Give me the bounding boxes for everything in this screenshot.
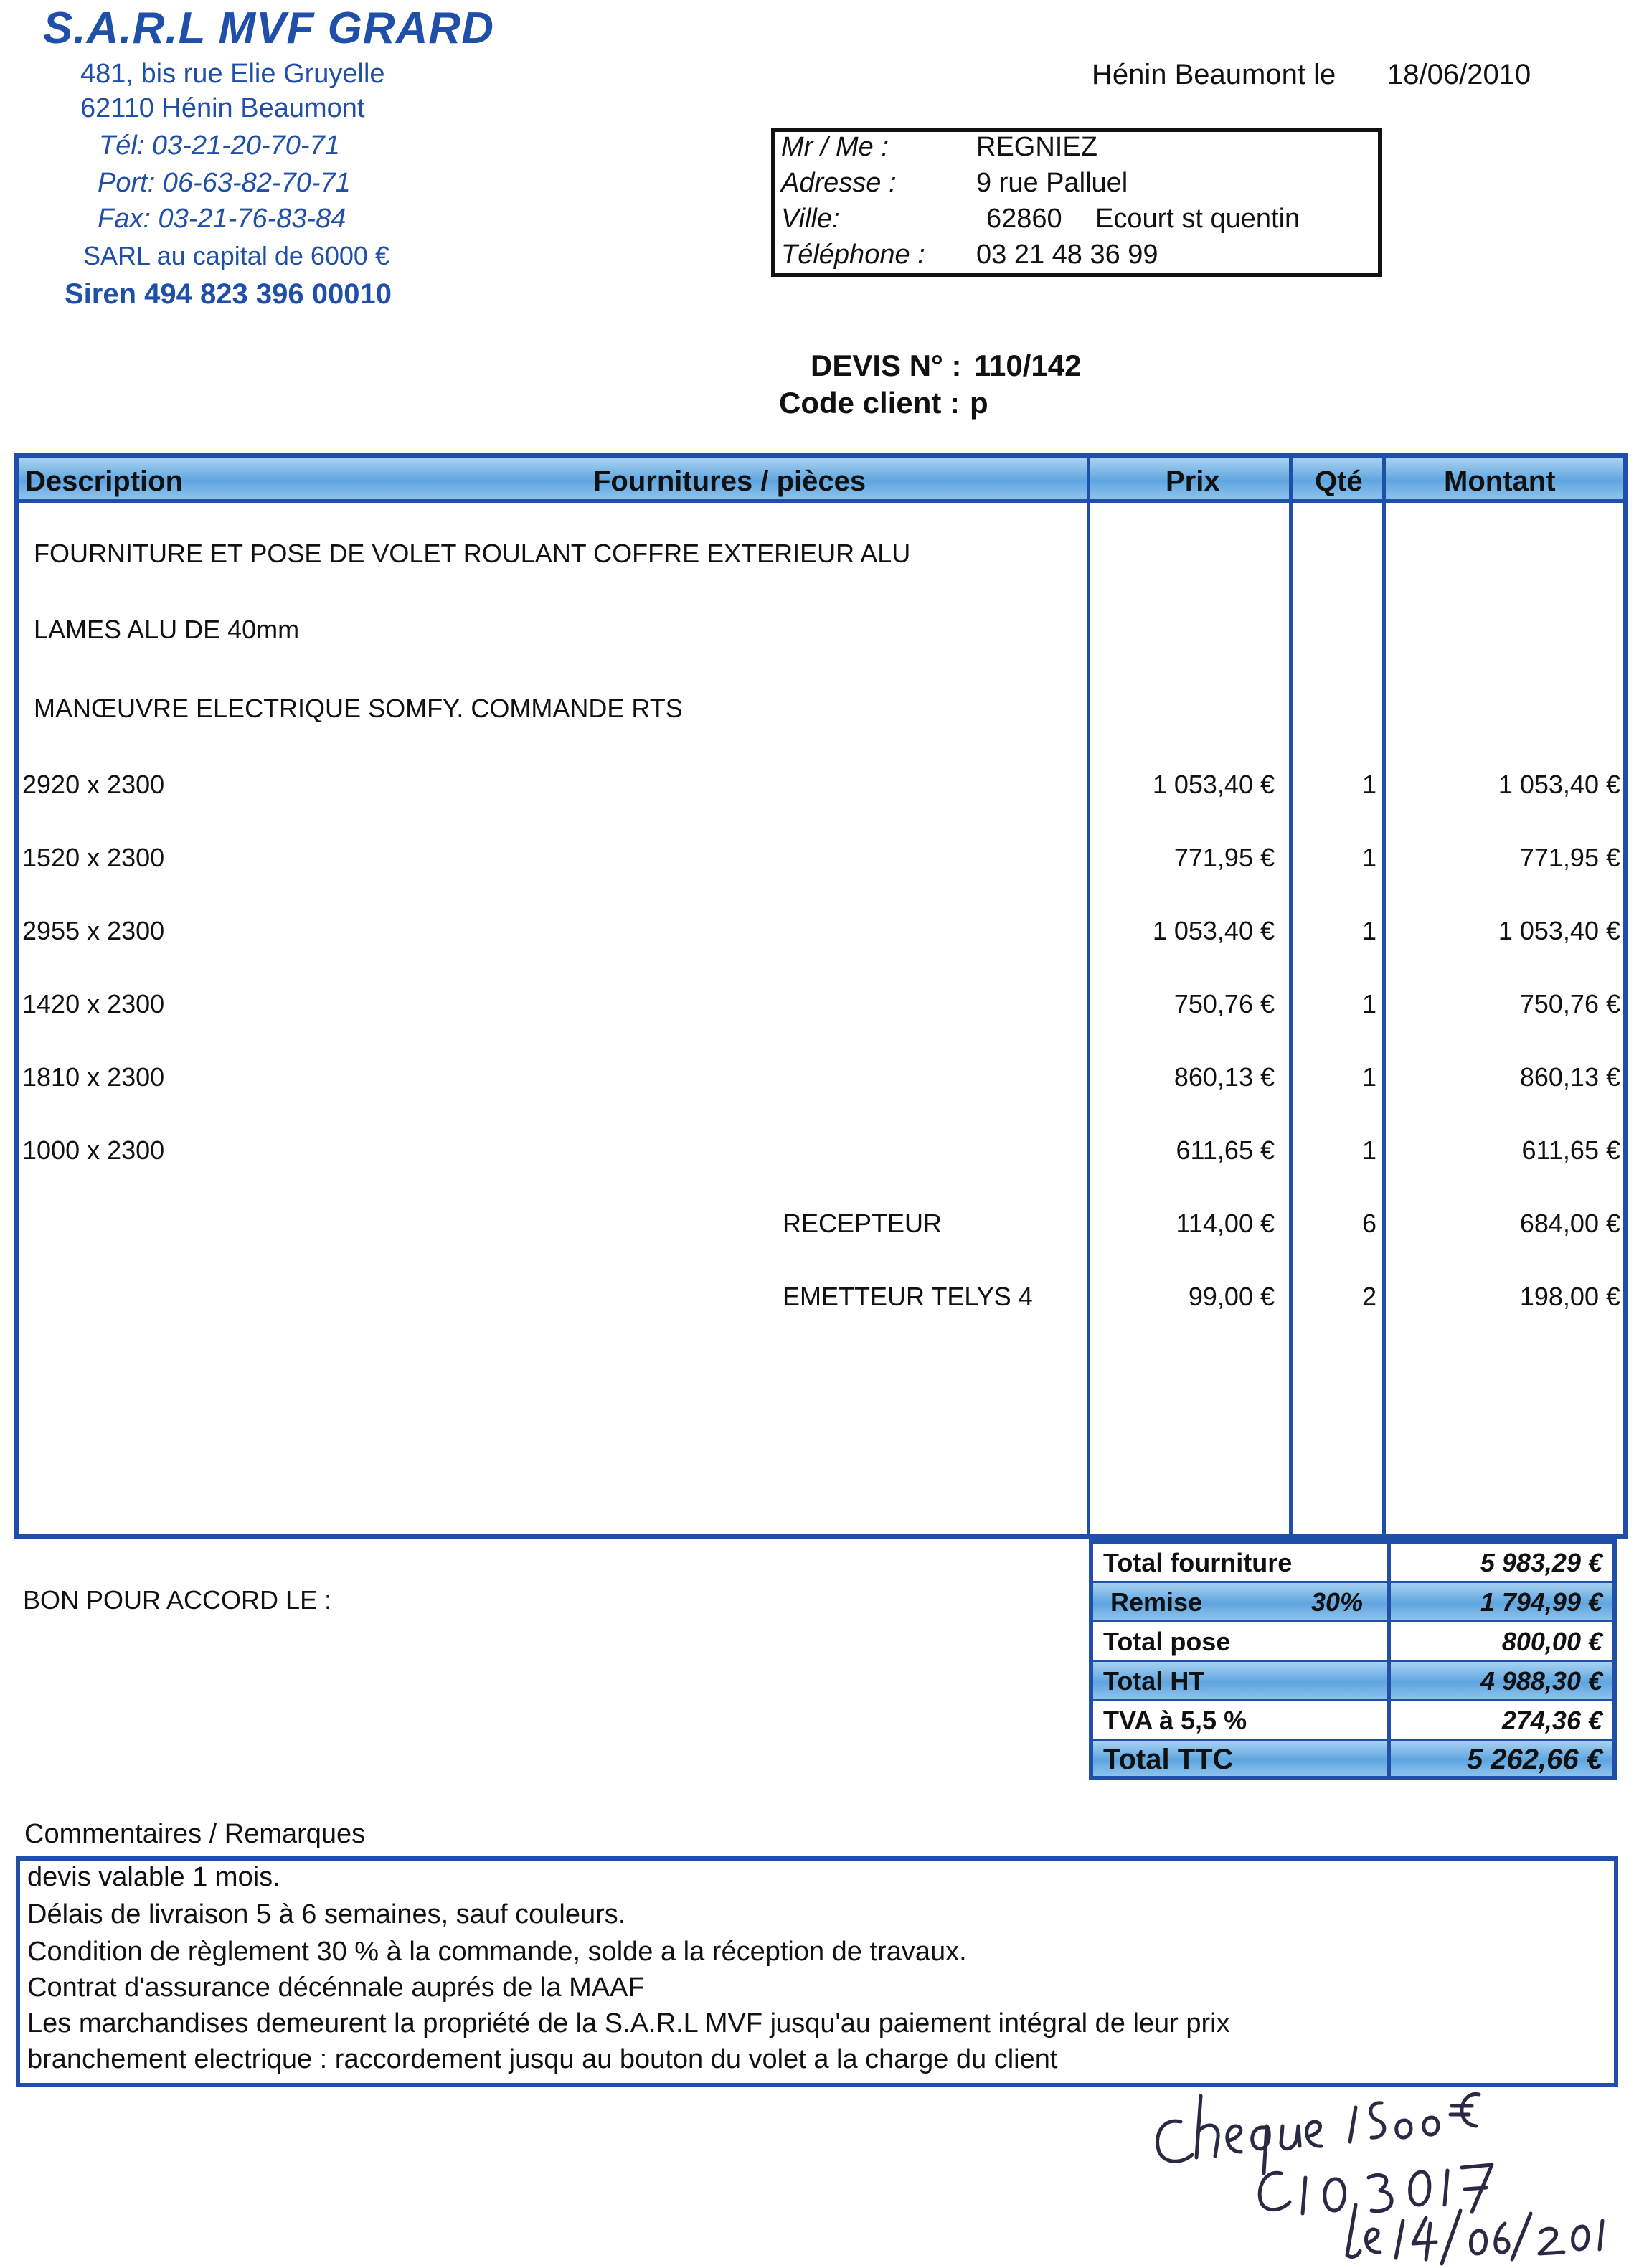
remise-label: Remise xyxy=(1110,1587,1203,1617)
row-montant: 860,13 € xyxy=(1519,1062,1620,1092)
items-table xyxy=(14,453,1628,1539)
row-prix: 99,00 € xyxy=(1188,1282,1275,1311)
row-qte: 1 xyxy=(1361,1062,1376,1092)
total-ttc-row xyxy=(1093,1741,1612,1776)
row-piece: RECEPTEUR xyxy=(783,1209,943,1238)
header-qte: Qté xyxy=(1315,466,1363,497)
row-prix: 1 053,40 € xyxy=(1152,770,1275,799)
row-description: 1520 x 2300 xyxy=(22,843,165,872)
row-montant: 1 053,40 € xyxy=(1498,916,1620,945)
row-description: 1000 x 2300 xyxy=(22,1135,165,1165)
tva-value: 274,36 € xyxy=(1501,1706,1602,1735)
client-name: REGNIEZ xyxy=(976,132,1097,162)
handwritten-note xyxy=(1140,2051,1628,2267)
row-montant: 771,95 € xyxy=(1519,843,1620,872)
header-description: Description xyxy=(25,466,184,497)
row-montant: 1 053,40 € xyxy=(1498,770,1620,799)
row-prix: 860,13 € xyxy=(1173,1062,1275,1092)
total-pose-row xyxy=(1093,1622,1612,1660)
client-address: 9 rue Palluel xyxy=(976,168,1128,198)
row-qte: 2 xyxy=(1361,1282,1376,1311)
client-postcode: 62860 xyxy=(986,204,1062,234)
bon-pour-accord: BON POUR ACCORD LE : xyxy=(23,1585,332,1615)
column-divider xyxy=(1289,458,1293,1534)
client-code-label: Code client : xyxy=(779,386,960,420)
row-description: 1420 x 2300 xyxy=(22,989,165,1019)
intro-line: LAMES ALU DE 40mm xyxy=(34,615,300,644)
company-address-line1: 481, bis rue Elie Gruyelle xyxy=(80,59,385,89)
totals-box xyxy=(1089,1539,1617,1780)
client-name-label: Mr / Me : xyxy=(781,132,889,162)
row-qte: 1 xyxy=(1361,916,1376,945)
row-description: 1810 x 2300 xyxy=(22,1062,165,1092)
column-divider xyxy=(1382,458,1386,1534)
devis-number: 110/142 xyxy=(974,349,1082,382)
comment-line: devis valable 1 mois. xyxy=(27,1862,280,1892)
client-box xyxy=(771,128,1382,277)
header-fournitures: Fournitures / pièces xyxy=(593,466,866,497)
client-phone-label: Téléphone : xyxy=(781,240,925,270)
devis-number-label: DEVIS N° : xyxy=(811,349,962,382)
client-city-label: Ville: xyxy=(781,204,840,234)
column-divider xyxy=(1087,458,1090,1534)
row-montant: 750,76 € xyxy=(1519,989,1620,1019)
comment-line: Contrat d'assurance décénnale auprés de la MAAF xyxy=(27,1972,645,2003)
total-ht-value: 4 988,30 € xyxy=(1480,1666,1602,1696)
total-ht-row xyxy=(1093,1662,1612,1699)
document-date: 18/06/2010 xyxy=(1387,59,1531,90)
total-fourniture-label: Total fourniture xyxy=(1103,1548,1293,1577)
tva-row xyxy=(1093,1701,1612,1739)
row-piece: EMETTEUR TELYS 4 xyxy=(783,1282,1033,1311)
total-pose-value: 800,00 € xyxy=(1501,1627,1602,1656)
row-montant: 684,00 € xyxy=(1519,1209,1620,1238)
comment-line: branchement electrique : raccordement jusqu au bouton du volet a la charge du client xyxy=(27,2044,1058,2074)
company-name: S.A.R.L MVF GRARD xyxy=(43,4,494,53)
company-siren: Siren 494 823 396 00010 xyxy=(65,278,392,310)
total-fourniture-value: 5 983,29 € xyxy=(1480,1548,1602,1577)
company-fax: Fax: 03-21-76-83-84 xyxy=(98,204,346,234)
row-prix: 771,95 € xyxy=(1173,843,1275,872)
row-prix: 114,00 € xyxy=(1176,1209,1275,1238)
row-qte: 1 xyxy=(1361,1135,1376,1165)
comments-title: Commentaires / Remarques xyxy=(24,1819,366,1849)
row-montant: 198,00 € xyxy=(1519,1282,1620,1311)
company-tel: Tél: 03-21-20-70-71 xyxy=(99,131,340,161)
row-qte: 1 xyxy=(1361,770,1376,799)
total-ttc-label: Total TTC xyxy=(1103,1744,1234,1775)
total-ht-label: Total HT xyxy=(1103,1666,1205,1696)
company-address-line2: 62110 Hénin Beaumont xyxy=(80,93,365,123)
intro-line: FOURNITURE ET POSE DE VOLET ROULANT COFFRE EXTERIEUR ALU xyxy=(34,539,911,568)
remise-row xyxy=(1093,1583,1612,1620)
row-prix: 1 053,40 € xyxy=(1152,916,1275,945)
company-capital: SARL au capital de 6000 € xyxy=(83,241,389,270)
comment-line: Délais de livraison 5 à 6 semaines, sauf couleurs. xyxy=(27,1899,626,1929)
place-label: Hénin Beaumont le xyxy=(1092,59,1336,90)
header-prix: Prix xyxy=(1166,466,1220,497)
row-description: 2920 x 2300 xyxy=(22,770,165,799)
total-fourniture-row xyxy=(1093,1544,1612,1581)
client-city: Ecourt st quentin xyxy=(1095,204,1300,234)
remise-value: 1 794,99 € xyxy=(1480,1587,1602,1617)
row-description: 2955 x 2300 xyxy=(22,916,165,945)
intro-line: MANŒUVRE ELECTRIQUE SOMFY. COMMANDE RTS xyxy=(34,694,683,723)
row-qte: 6 xyxy=(1361,1209,1376,1238)
row-prix: 611,65 € xyxy=(1176,1135,1275,1165)
row-qte: 1 xyxy=(1361,843,1376,872)
client-code: p xyxy=(970,386,988,420)
company-port: Port: 06-63-82-70-71 xyxy=(98,168,351,198)
row-montant: 611,65 € xyxy=(1521,1135,1620,1165)
header-montant: Montant xyxy=(1444,466,1556,497)
remise-percent: 30% xyxy=(1310,1587,1364,1617)
row-prix: 750,76 € xyxy=(1173,989,1275,1019)
totals-column-divider xyxy=(1387,1544,1391,1776)
client-address-label: Adresse : xyxy=(781,168,897,198)
comment-line: Condition de règlement 30 % à la commande, solde a la réception de travaux. xyxy=(27,1937,967,1967)
tva-label: TVA à 5,5 % xyxy=(1103,1706,1247,1735)
comment-line: Les marchandises demeurent la propriété de la S.A.R.L MVF jusqu'au paiement intégral de leur prix xyxy=(27,2008,1230,2038)
row-qte: 1 xyxy=(1361,989,1376,1019)
total-pose-label: Total pose xyxy=(1103,1627,1231,1656)
total-ttc-value: 5 262,66 € xyxy=(1466,1744,1602,1775)
client-phone: 03 21 48 36 99 xyxy=(976,240,1158,270)
